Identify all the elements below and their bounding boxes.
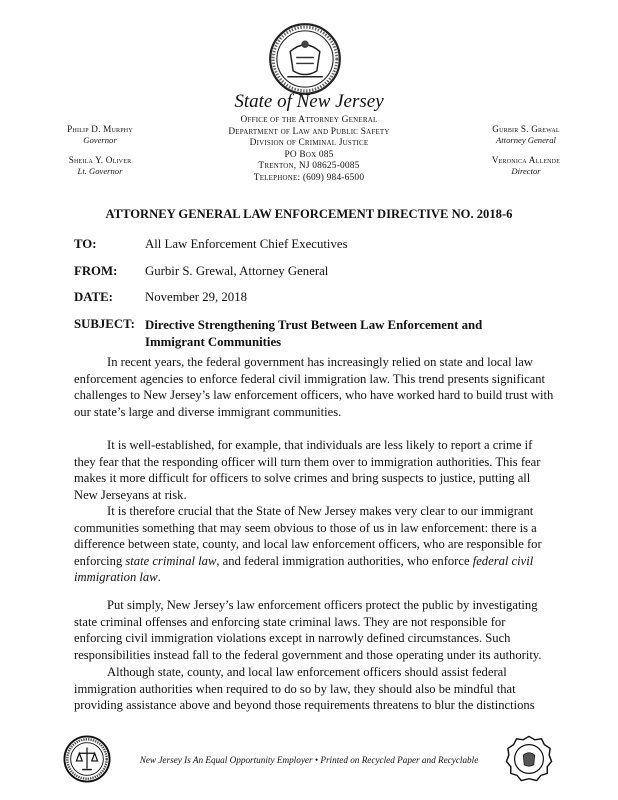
director-block <box>466 155 586 176</box>
body-text: , and federal immigration authorities, who enforce <box>216 553 473 568</box>
body-paragraph <box>74 503 556 586</box>
body-paragraph: Put simply, New Jersey’s law enforcement officers protect the public by investigating state criminal offenses and enforcing state criminal laws. They are not responsible for enforcing civil immigration violations except in narrowly defined circumstances. Such responsibilities instead fall to the federal government and those operating under its authority. <box>74 598 542 662</box>
lt-governor-block <box>40 155 160 176</box>
directive-title: ATTORNEY GENERAL LAW ENFORCEMENT DIRECTIVE NO. 2018-6 <box>105 207 513 221</box>
body-paragraph: In recent years, the federal government has increasingly relied on state and local law enforcement agencies to enforce federal civil immigration law. This trend presents significant challenges to New Jersey’s law enforcement officers, who have worked hard to build trust with our state’s large and diverse immigrant communities. <box>74 355 554 419</box>
memo-label: DATE: <box>74 290 113 304</box>
footer-text: New Jersey Is An Equal Opportunity Employer • Printed on Recycled Paper and Recyclable <box>139 755 479 765</box>
official-name: Veronica Allende <box>491 155 561 165</box>
official-title: Attorney General <box>496 135 556 145</box>
memo-value: November 29, 2018 <box>145 290 248 304</box>
official-title: Governor <box>83 135 117 145</box>
official-name: Gurbir S. Grewal <box>492 124 560 134</box>
office-line: Telephone: (609) 984-6500 <box>253 172 365 183</box>
office-line: Office of the Attorney General <box>240 115 378 125</box>
body-text: . <box>157 570 161 585</box>
emphasis-text: state criminal law <box>125 553 217 568</box>
memo-value: Gurbir S. Grewal, Attorney General <box>145 264 329 278</box>
office-line: Division of Criminal Justice <box>249 138 369 149</box>
body-paragraph: It is well-established, for example, that individuals are less likely to report a crime if they fear that the responding officer will turn them over to immigration authorities. This fear makes it more difficult for officers to solve crimes and bring suspects to justice, putting all New Jerseyans at risk. <box>74 438 541 502</box>
official-title: Director <box>511 166 541 176</box>
office-line: Trenton, NJ 08625-0085 <box>258 161 360 172</box>
office-line: Department of Law and Public Safety <box>228 126 390 137</box>
governor-block <box>40 124 160 145</box>
official-name: Sheila Y. Oliver <box>68 155 132 165</box>
memo-value: Directive Strengthening Trust Between Law Enforcement and Immigrant Communities <box>145 318 483 349</box>
memo-value: All Law Enforcement Chief Executives <box>145 237 348 251</box>
office-line: PO Box 085 <box>284 149 334 160</box>
state-title: State of New Jersey <box>234 91 384 112</box>
memo-label: FROM: <box>74 264 118 278</box>
official-title: Lt. Governor <box>77 166 123 176</box>
official-name: Philip D. Murphy <box>67 124 133 134</box>
body-text: It is therefore crucial that the State of New Jersey makes very clear to our immigrant communities something that may seem obvious to those of us in law enforcement: there is a difference between state, county, and local law enforcement officers, who are responsible for enforcing <box>74 504 542 568</box>
emphasis-text: federal civil immigration law <box>74 553 534 585</box>
state-seal-icon <box>268 22 342 96</box>
memo-label: TO: <box>74 237 97 251</box>
attorney-general-block <box>466 124 586 145</box>
memo-label: SUBJECT: <box>74 317 135 331</box>
body-paragraph: Although state, county, and local law enforcement officers should assist federal immigration authorities when required to do so by law, they should also be mindful that providing assistance above and beyond those requirements threatens to blur the distinctions <box>74 665 535 713</box>
